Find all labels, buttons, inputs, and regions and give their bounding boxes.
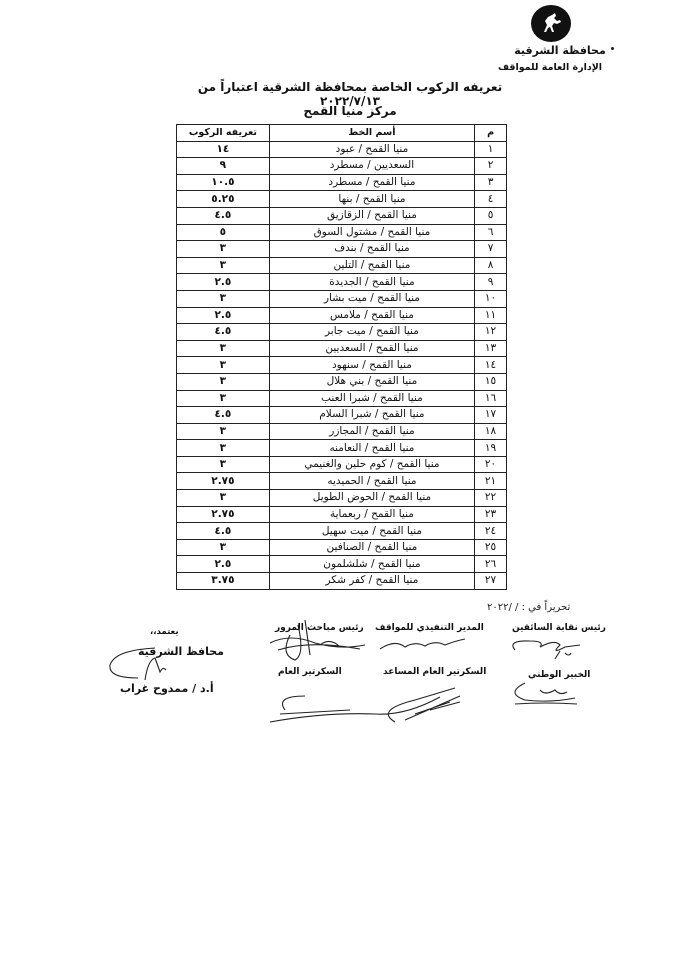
column-header-line-name: أسم الخط xyxy=(269,125,474,142)
signature-national-expert xyxy=(505,678,585,708)
row-number: ١١ xyxy=(475,307,507,324)
row-line-name: السعديين / مسطرد xyxy=(269,158,474,175)
label-national-expert: الخبير الوطني xyxy=(528,670,591,680)
table-row xyxy=(177,390,507,407)
row-number: ١٥ xyxy=(475,373,507,390)
row-fare: ٣ xyxy=(177,423,270,440)
row-fare: ٣ xyxy=(177,290,270,307)
row-fare: ٣ xyxy=(177,357,270,374)
approval-label: يعتمد،، xyxy=(150,627,179,637)
governorate-logo xyxy=(531,5,571,42)
row-fare: ٤.٥ xyxy=(177,207,270,224)
table-row xyxy=(177,506,507,523)
table-row xyxy=(177,373,507,390)
table-row xyxy=(177,158,507,175)
table-row xyxy=(177,224,507,241)
row-line-name: منيا القمح / شبرا العنب xyxy=(269,390,474,407)
row-number: ١٠ xyxy=(475,290,507,307)
scan-speck xyxy=(611,47,614,50)
row-number: ٥ xyxy=(475,207,507,224)
row-fare: ٤.٥ xyxy=(177,324,270,341)
label-executive-director: المدير التنفيذي للمواقف xyxy=(375,623,484,633)
table-row xyxy=(177,207,507,224)
row-number: ٢٢ xyxy=(475,490,507,507)
row-number: ٢٠ xyxy=(475,456,507,473)
table-row xyxy=(177,241,507,258)
row-line-name: منيا القمح / النعامنه xyxy=(269,440,474,457)
row-fare: ٣.٧٥ xyxy=(177,573,270,590)
row-number: ٧ xyxy=(475,241,507,258)
row-fare: ١٠.٥ xyxy=(177,174,270,191)
horse-emblem-icon xyxy=(538,12,564,36)
row-number: ١٣ xyxy=(475,340,507,357)
table-row xyxy=(177,473,507,490)
column-header-fare: تعريفه الركوب xyxy=(177,125,270,142)
row-fare: ٩ xyxy=(177,158,270,175)
row-number: ١٢ xyxy=(475,324,507,341)
row-number: ١ xyxy=(475,141,507,158)
row-line-name: منيا القمح / مسطرد xyxy=(269,174,474,191)
table-row xyxy=(177,407,507,424)
row-line-name: منيا القمح / ميت بشار xyxy=(269,290,474,307)
row-line-name: منيا القمح / كوم حلين والغنيمي xyxy=(269,456,474,473)
row-line-name: منيا القمح / الحوض الطويل xyxy=(269,490,474,507)
row-line-name: منيا القمح / التلين xyxy=(269,257,474,274)
row-fare: ٢.٧٥ xyxy=(177,473,270,490)
center-title: مركز منيا القمح xyxy=(303,104,397,118)
table-row xyxy=(177,257,507,274)
row-number: ٩ xyxy=(475,274,507,291)
row-line-name: منيا القمح / المجازر xyxy=(269,423,474,440)
table-row xyxy=(177,290,507,307)
table-row xyxy=(177,523,507,540)
row-line-name: منيا القمح / الزقازيق xyxy=(269,207,474,224)
row-fare: ٤.٥ xyxy=(177,523,270,540)
row-fare: ٥ xyxy=(177,224,270,241)
approval-title: محافظ الشرقية xyxy=(138,645,224,658)
row-line-name: منيا القمح / كفر شكر xyxy=(269,573,474,590)
row-fare: ٣ xyxy=(177,257,270,274)
row-number: ١٧ xyxy=(475,407,507,424)
row-line-name: منيا القمح / ربعماية xyxy=(269,506,474,523)
row-number: ٢٧ xyxy=(475,573,507,590)
table-row xyxy=(177,141,507,158)
table-row xyxy=(177,423,507,440)
column-header-number: م xyxy=(475,125,507,142)
row-line-name: منيا القمح / مشتول السوق xyxy=(269,224,474,241)
table-row xyxy=(177,191,507,208)
table-row xyxy=(177,324,507,341)
label-secretary-general: السكرتير العام xyxy=(278,667,342,677)
signature-governor xyxy=(100,640,190,690)
row-number: ١٩ xyxy=(475,440,507,457)
row-fare: ٣ xyxy=(177,539,270,556)
label-assistant-secretary-general: السكرتير العام المساعد xyxy=(383,667,487,677)
table-row xyxy=(177,340,507,357)
label-drivers-union-head: رئيس نقابة السائقين xyxy=(512,623,606,633)
row-line-name: منيا القمح / ميت سهيل xyxy=(269,523,474,540)
row-fare: ٣ xyxy=(177,490,270,507)
row-line-name: منيا القمح / الصنافين xyxy=(269,539,474,556)
signature-drivers-union-head xyxy=(505,635,585,665)
row-number: ٢١ xyxy=(475,473,507,490)
table-row xyxy=(177,357,507,374)
row-line-name: منيا القمح / بنها xyxy=(269,191,474,208)
row-fare: ٣ xyxy=(177,340,270,357)
signature-executive-director xyxy=(375,635,470,655)
label-traffic-investigations-head: رئيس مباحث المرور xyxy=(275,623,364,633)
table-row xyxy=(177,573,507,590)
row-fare: ٢.٥ xyxy=(177,556,270,573)
row-line-name: منيا القمح / بندف xyxy=(269,241,474,258)
row-number: ١٤ xyxy=(475,357,507,374)
row-fare: ٣ xyxy=(177,373,270,390)
row-fare: ٢.٧٥ xyxy=(177,506,270,523)
row-number: ٢٥ xyxy=(475,539,507,556)
table-row xyxy=(177,456,507,473)
row-number: ٢٤ xyxy=(475,523,507,540)
row-fare: ٤.٥ xyxy=(177,407,270,424)
governorate-name: محافظة الشرقية xyxy=(514,44,606,57)
row-line-name: منيا القمح / ميت جابر xyxy=(269,324,474,341)
date-line: تحريراً في : / /٢٠٢٢ xyxy=(487,602,571,613)
row-fare: ٣ xyxy=(177,241,270,258)
signature-secretary-generals xyxy=(265,682,465,732)
row-number: ٦ xyxy=(475,224,507,241)
row-fare: ٣ xyxy=(177,440,270,457)
signature-traffic-investigations-head xyxy=(260,615,370,665)
row-line-name: منيا القمح / ملامس xyxy=(269,307,474,324)
table-row xyxy=(177,307,507,324)
row-fare: ٢.٥ xyxy=(177,307,270,324)
row-number: ٢ xyxy=(475,158,507,175)
row-fare: ٢.٥ xyxy=(177,274,270,291)
row-number: ٤ xyxy=(475,191,507,208)
row-number: ٢٣ xyxy=(475,506,507,523)
row-line-name: منيا القمح / الجديدة xyxy=(269,274,474,291)
table-row xyxy=(177,556,507,573)
table-row xyxy=(177,539,507,556)
row-line-name: منيا القمح / عبود xyxy=(269,141,474,158)
row-number: ٣ xyxy=(475,174,507,191)
table-row xyxy=(177,174,507,191)
row-line-name: منيا القمح / بني هلال xyxy=(269,373,474,390)
table-row xyxy=(177,440,507,457)
table-row xyxy=(177,274,507,291)
row-fare: ٣ xyxy=(177,390,270,407)
row-fare: ٥.٢٥ xyxy=(177,191,270,208)
row-number: ١٨ xyxy=(475,423,507,440)
row-fare: ٣ xyxy=(177,456,270,473)
row-line-name: منيا القمح / السعديين xyxy=(269,340,474,357)
approval-name: أ.د / ممدوح غراب xyxy=(120,682,214,695)
row-line-name: منيا القمح / الحميديه xyxy=(269,473,474,490)
department-name: الإدارة العامة للمواقف xyxy=(497,62,603,73)
table-row xyxy=(177,490,507,507)
row-number: ١٦ xyxy=(475,390,507,407)
row-line-name: منيا القمح / شلشلمون xyxy=(269,556,474,573)
document-title: تعريفه الركوب الخاصة بمحافظة الشرقية اعتباراً من ٢٠٢٢/٧/١٣ xyxy=(197,80,503,108)
row-number: ٨ xyxy=(475,257,507,274)
row-fare: ١٤ xyxy=(177,141,270,158)
row-line-name: منيا القمح / شبرا السلام xyxy=(269,407,474,424)
row-number: ٢٦ xyxy=(475,556,507,573)
fare-table xyxy=(176,124,507,590)
table-header-row xyxy=(177,125,507,142)
row-line-name: منيا القمح / سنهود xyxy=(269,357,474,374)
